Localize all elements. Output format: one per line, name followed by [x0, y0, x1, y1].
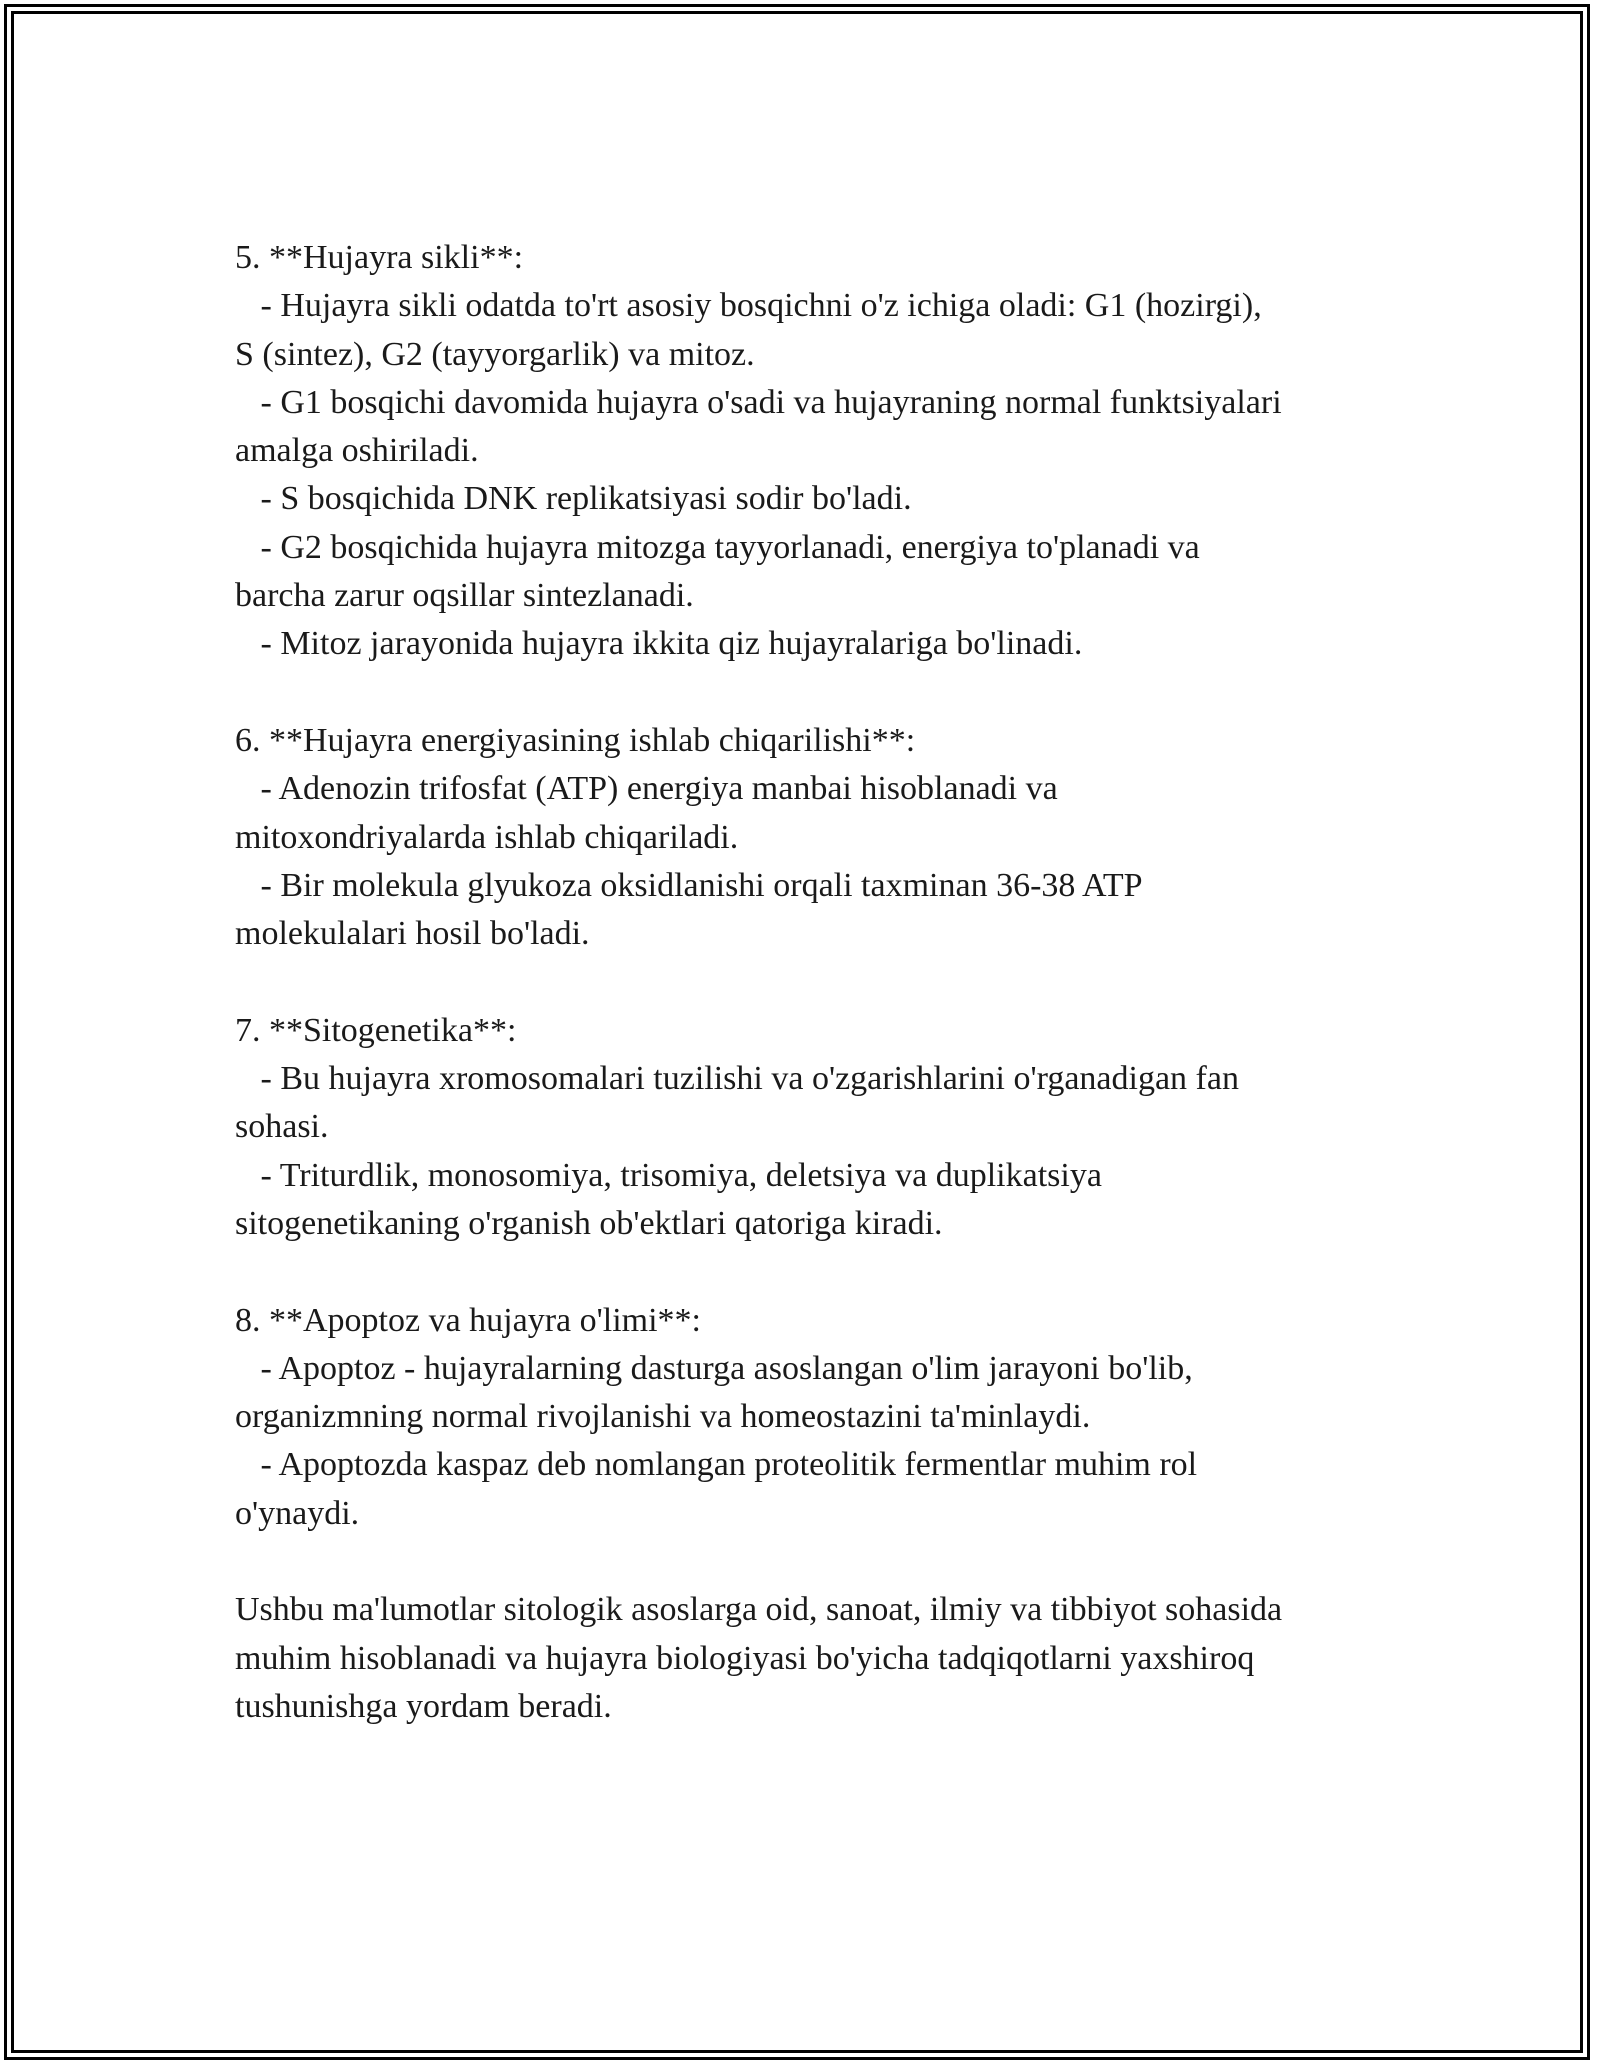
text-line: - Apoptoz - hujayralarning dasturga asoslangan o'lim jarayoni bo'lib, — [235, 1349, 1193, 1387]
document-body — [235, 234, 1375, 1731]
text-line: - Hujayra sikli odatda to'rt asosiy bosqichni o'z ichiga oladi: G1 (hozirgi), — [235, 287, 1262, 325]
paragraph-spacer — [235, 1538, 1375, 1586]
section-hujayra-sikli — [235, 234, 1375, 669]
text-line: muhim hisoblanadi va hujayra biologiyasi bo'yicha tadqiqotlarni yaxshiroq — [235, 1639, 1255, 1677]
section-apoptoz — [235, 1297, 1375, 1538]
text-line: - Bu hujayra xromosomalari tuzilishi va o'zgarishlarini o'rganadigan fan — [235, 1060, 1239, 1098]
text-line: - G2 bosqichida hujayra mitozga tayyorlanadi, energiya to'planadi va — [235, 528, 1200, 566]
text-line: barcha zarur oqsillar sintezlanadi. — [235, 577, 694, 615]
section-heading: 5. **Hujayra sikli**: — [235, 239, 524, 276]
section-hujayra-energiyasi — [235, 717, 1375, 958]
section-heading: 8. **Apoptoz va hujayra o'limi**: — [235, 1301, 701, 1339]
section-heading: 7. **Sitogenetika**: — [235, 1011, 517, 1049]
text-line: - Mitoz jarayonida hujayra ikkita qiz hujayralariga bo'linadi. — [235, 625, 1083, 663]
text-line: molekulalari hosil bo'ladi. — [235, 915, 590, 953]
conclusion-paragraph — [235, 1586, 1375, 1731]
text-line: - G1 bosqichi davomida hujayra o'sadi va hujayraning normal funktsiyalari — [235, 383, 1282, 421]
text-line: - Apoptozda kaspaz deb nomlangan proteolitik fermentlar muhim rol — [235, 1446, 1198, 1484]
text-line: - Bir molekula glyukoza oksidlanishi orqali taxminan 36-38 ATP — [235, 866, 1143, 904]
text-line: S (sintez), G2 (tayyorgarlik) va mitoz. — [235, 335, 755, 373]
text-line: Ushbu ma'lumotlar sitologik asoslarga oid, sanoat, ilmiy va tibbiyot sohasida — [235, 1591, 1283, 1629]
text-line: organizmning normal rivojlanishi va homeostazini ta'minlaydi. — [235, 1398, 1091, 1436]
text-line: amalga oshiriladi. — [235, 432, 479, 470]
paragraph-spacer — [235, 669, 1375, 717]
text-line: o'ynaydi. — [235, 1494, 360, 1532]
paragraph-spacer — [235, 1248, 1375, 1296]
text-line: tushunishga yordam beradi. — [235, 1687, 612, 1725]
section-sitogenetika — [235, 1007, 1375, 1248]
text-line: mitoxondriyalarda ishlab chiqariladi. — [235, 818, 739, 856]
text-line: sitogenetikaning o'rganish ob'ektlari qatoriga kiradi. — [235, 1204, 943, 1242]
text-line: - S bosqichida DNK replikatsiyasi sodir bo'ladi. — [235, 480, 912, 518]
section-heading: 6. **Hujayra energiyasining ishlab chiqarilishi**: — [235, 721, 916, 759]
text-line: sohasi. — [235, 1108, 329, 1146]
text-line: - Adenozin trifosfat (ATP) energiya manbai hisoblanadi va — [235, 770, 1058, 808]
text-line: - Triturdlik, monosomiya, trisomiya, deletsiya va duplikatsiya — [235, 1156, 1102, 1194]
paragraph-spacer — [235, 958, 1375, 1006]
